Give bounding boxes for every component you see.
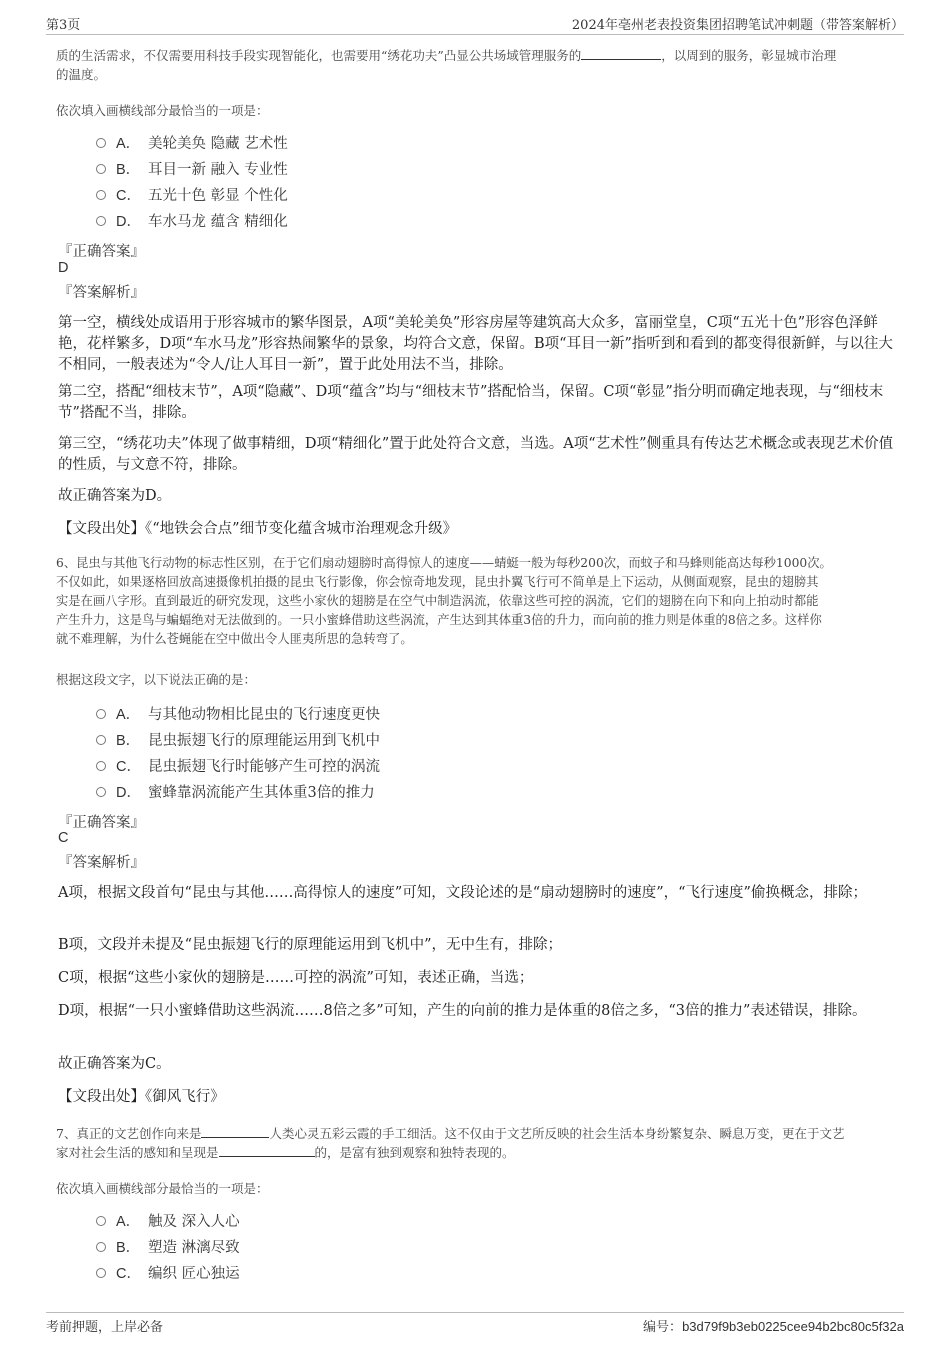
q6-option-c[interactable]: C． 昆虫振翅飞行时能够产生可控的涡流 bbox=[96, 756, 380, 778]
analysis-conclusion: 故正确答案为C。 bbox=[58, 1056, 171, 1072]
radio-icon[interactable] bbox=[96, 138, 106, 148]
q7-option-b[interactable]: B． 塑造 淋漓尽致 bbox=[96, 1237, 240, 1259]
footer-slogan: 考前押题，上岸必备 bbox=[46, 1320, 164, 1335]
source-citation: 【文段出处】《“地铁会合点”细节变化蕴含城市治理观念升级》 bbox=[58, 521, 458, 537]
q5-prompt: 依次填入画横线部分最恰当的一项是： bbox=[56, 103, 269, 118]
q6-option-d[interactable]: D． 蜜蜂靠涡流能产生其体重3倍的推力 bbox=[96, 782, 375, 804]
radio-icon[interactable] bbox=[96, 1242, 106, 1252]
q6-stem: 6、昆虫与其他飞行动物的标志性区别，在于它们扇动翅膀时高得惊人的速度——蜻蜓一般为每秒200次，而蚊子和马蜂则能高达每秒1000次。 不仅如此，如果逐格回放高速摄像机拍摄的昆虫飞行影像，你会惊奇地发现，昆虫扑翼飞行可不简单是上下运动，从侧面观察，昆虫的翅膀其 实是在画八字形。直到最近的研究发现，这些小家伙的翅膀是在空气中制造涡流，依靠这些可控的涡流，它们的翅膀在向下和向上拍动时都能 产生升力，这是鸟与蝙蝠绝对无法做到的。一只小蜜蜂借助这些涡流，产生达到其体重3倍的升力，而向前的推力则是体重的8倍之多。这样你 就不难理解，为什么苍蝇能在空中做出令人匪夷所思的急转弯了。 bbox=[56, 556, 832, 646]
analysis-conclusion: 故正确答案为D。 bbox=[58, 488, 172, 504]
q5-option-a[interactable]: A． 美轮美奂 隐藏 艺术性 bbox=[96, 133, 288, 155]
radio-icon[interactable] bbox=[96, 1216, 106, 1226]
blank bbox=[219, 1144, 315, 1157]
q7-stem: 7、真正的文艺创作向来是 人类心灵五彩云霞的手工细活。这不仅由于文艺所反映的社会生活本身纷繁复杂、瞬息万变，更在于文艺 家对社会生活的感知和呈现是 的，是富有独到观察和独特表现的。 bbox=[56, 1126, 845, 1160]
q6-option-a[interactable]: A． 与其他动物相比昆虫的飞行速度更快 bbox=[96, 704, 380, 726]
document-title: 2024年亳州老表投资集团招聘笔试冲刺题（带答案解析） bbox=[571, 18, 904, 33]
radio-icon[interactable] bbox=[96, 787, 106, 797]
blank bbox=[201, 1125, 269, 1138]
radio-icon[interactable] bbox=[96, 709, 106, 719]
q5-option-c[interactable]: C． 五光十色 彰显 个性化 bbox=[96, 185, 288, 207]
analysis-paragraph: D项，根据“一只小蜜蜂借助这些涡流……8倍之多”可知，产生的向前的推力是体重的8倍之多，“3倍的推力”表述错误，排除。 bbox=[58, 1003, 867, 1019]
page-number: 第3页 bbox=[46, 18, 81, 33]
document-code: 编号：b3d79f9b3eb0225cee94b2bc80c5f32a bbox=[643, 1319, 904, 1335]
analysis-label: 『答案解析』 bbox=[58, 285, 145, 301]
correct-answer: C bbox=[58, 830, 69, 846]
q6-option-b[interactable]: B． 昆虫振翅飞行的原理能运用到飞机中 bbox=[96, 730, 380, 752]
analysis-paragraph: 第二空，搭配“细枝末节”，A项“隐藏”、D项“蕴含”均与“细枝末节”搭配恰当，保留。C项“彰显”指分明而确定地表现，与“细枝末节”搭配不当，排除。 bbox=[58, 384, 884, 421]
q5-stem: 质的生活需求，不仅需要用科技手段实现智能化，也需要用“绣花功夫”凸显公共场域管理服务的 ，以周到的服务，彰显城市治理 的温度。 bbox=[56, 48, 837, 82]
q7-option-c[interactable]: C． 编织 匠心独运 bbox=[96, 1263, 240, 1285]
analysis-paragraph: 第一空，横线处成语用于形容城市的繁华图景，A项“美轮美奂”形容房屋等建筑高大众多，富丽堂皇，C项“五光十色”形容色泽鲜艳，花样繁多，D项“车水马龙”形容热闹繁华的景象，均符合文意，保留。B项“耳目一新”指听到和看到的都变得很新鲜，与以往大不相同，一般表述为“令人/让人耳目一新”，置于此处用法不当，排除。 bbox=[58, 315, 893, 373]
radio-icon[interactable] bbox=[96, 761, 106, 771]
radio-icon[interactable] bbox=[96, 216, 106, 226]
page-footer bbox=[46, 1312, 904, 1340]
answer-label: 『正确答案』 bbox=[58, 815, 145, 831]
correct-answer: D bbox=[58, 260, 69, 276]
analysis-label: 『答案解析』 bbox=[58, 855, 145, 871]
answer-label: 『正确答案』 bbox=[58, 244, 145, 260]
q7-prompt: 依次填入画横线部分最恰当的一项是： bbox=[56, 1181, 269, 1196]
analysis-paragraph: 第三空，“绣花功夫”体现了做事精细，D项“精细化”置于此处符合文意，当选。A项“艺术性”侧重具有传达艺术概念或表现艺术价值的性质，与文意不符，排除。 bbox=[58, 436, 894, 473]
radio-icon[interactable] bbox=[96, 1268, 106, 1278]
source-citation: 【文段出处】《御风飞行》 bbox=[58, 1089, 225, 1105]
analysis-paragraph: B项，文段并未提及“昆虫振翅飞行的原理能运用到飞机中”，无中生有，排除； bbox=[58, 937, 562, 953]
q5-option-b[interactable]: B． 耳目一新 融入 专业性 bbox=[96, 159, 288, 181]
q7-option-a[interactable]: A． 触及 深入人心 bbox=[96, 1211, 240, 1233]
page-header bbox=[46, 14, 904, 35]
analysis-paragraph: A项，根据文段首句“昆虫与其他……高得惊人的速度”可知，文段论述的是“扇动翅膀时的速度”，“飞行速度”偷换概念，排除； bbox=[58, 885, 867, 901]
q5-option-d[interactable]: D． 车水马龙 蕴含 精细化 bbox=[96, 211, 288, 233]
radio-icon[interactable] bbox=[96, 190, 106, 200]
radio-icon[interactable] bbox=[96, 735, 106, 745]
radio-icon[interactable] bbox=[96, 164, 106, 174]
blank bbox=[581, 47, 661, 60]
q6-prompt: 根据这段文字，以下说法正确的是： bbox=[56, 672, 257, 687]
analysis-paragraph: C项，根据“这些小家伙的翅膀是……可控的涡流”可知，表述正确，当选； bbox=[58, 970, 534, 986]
